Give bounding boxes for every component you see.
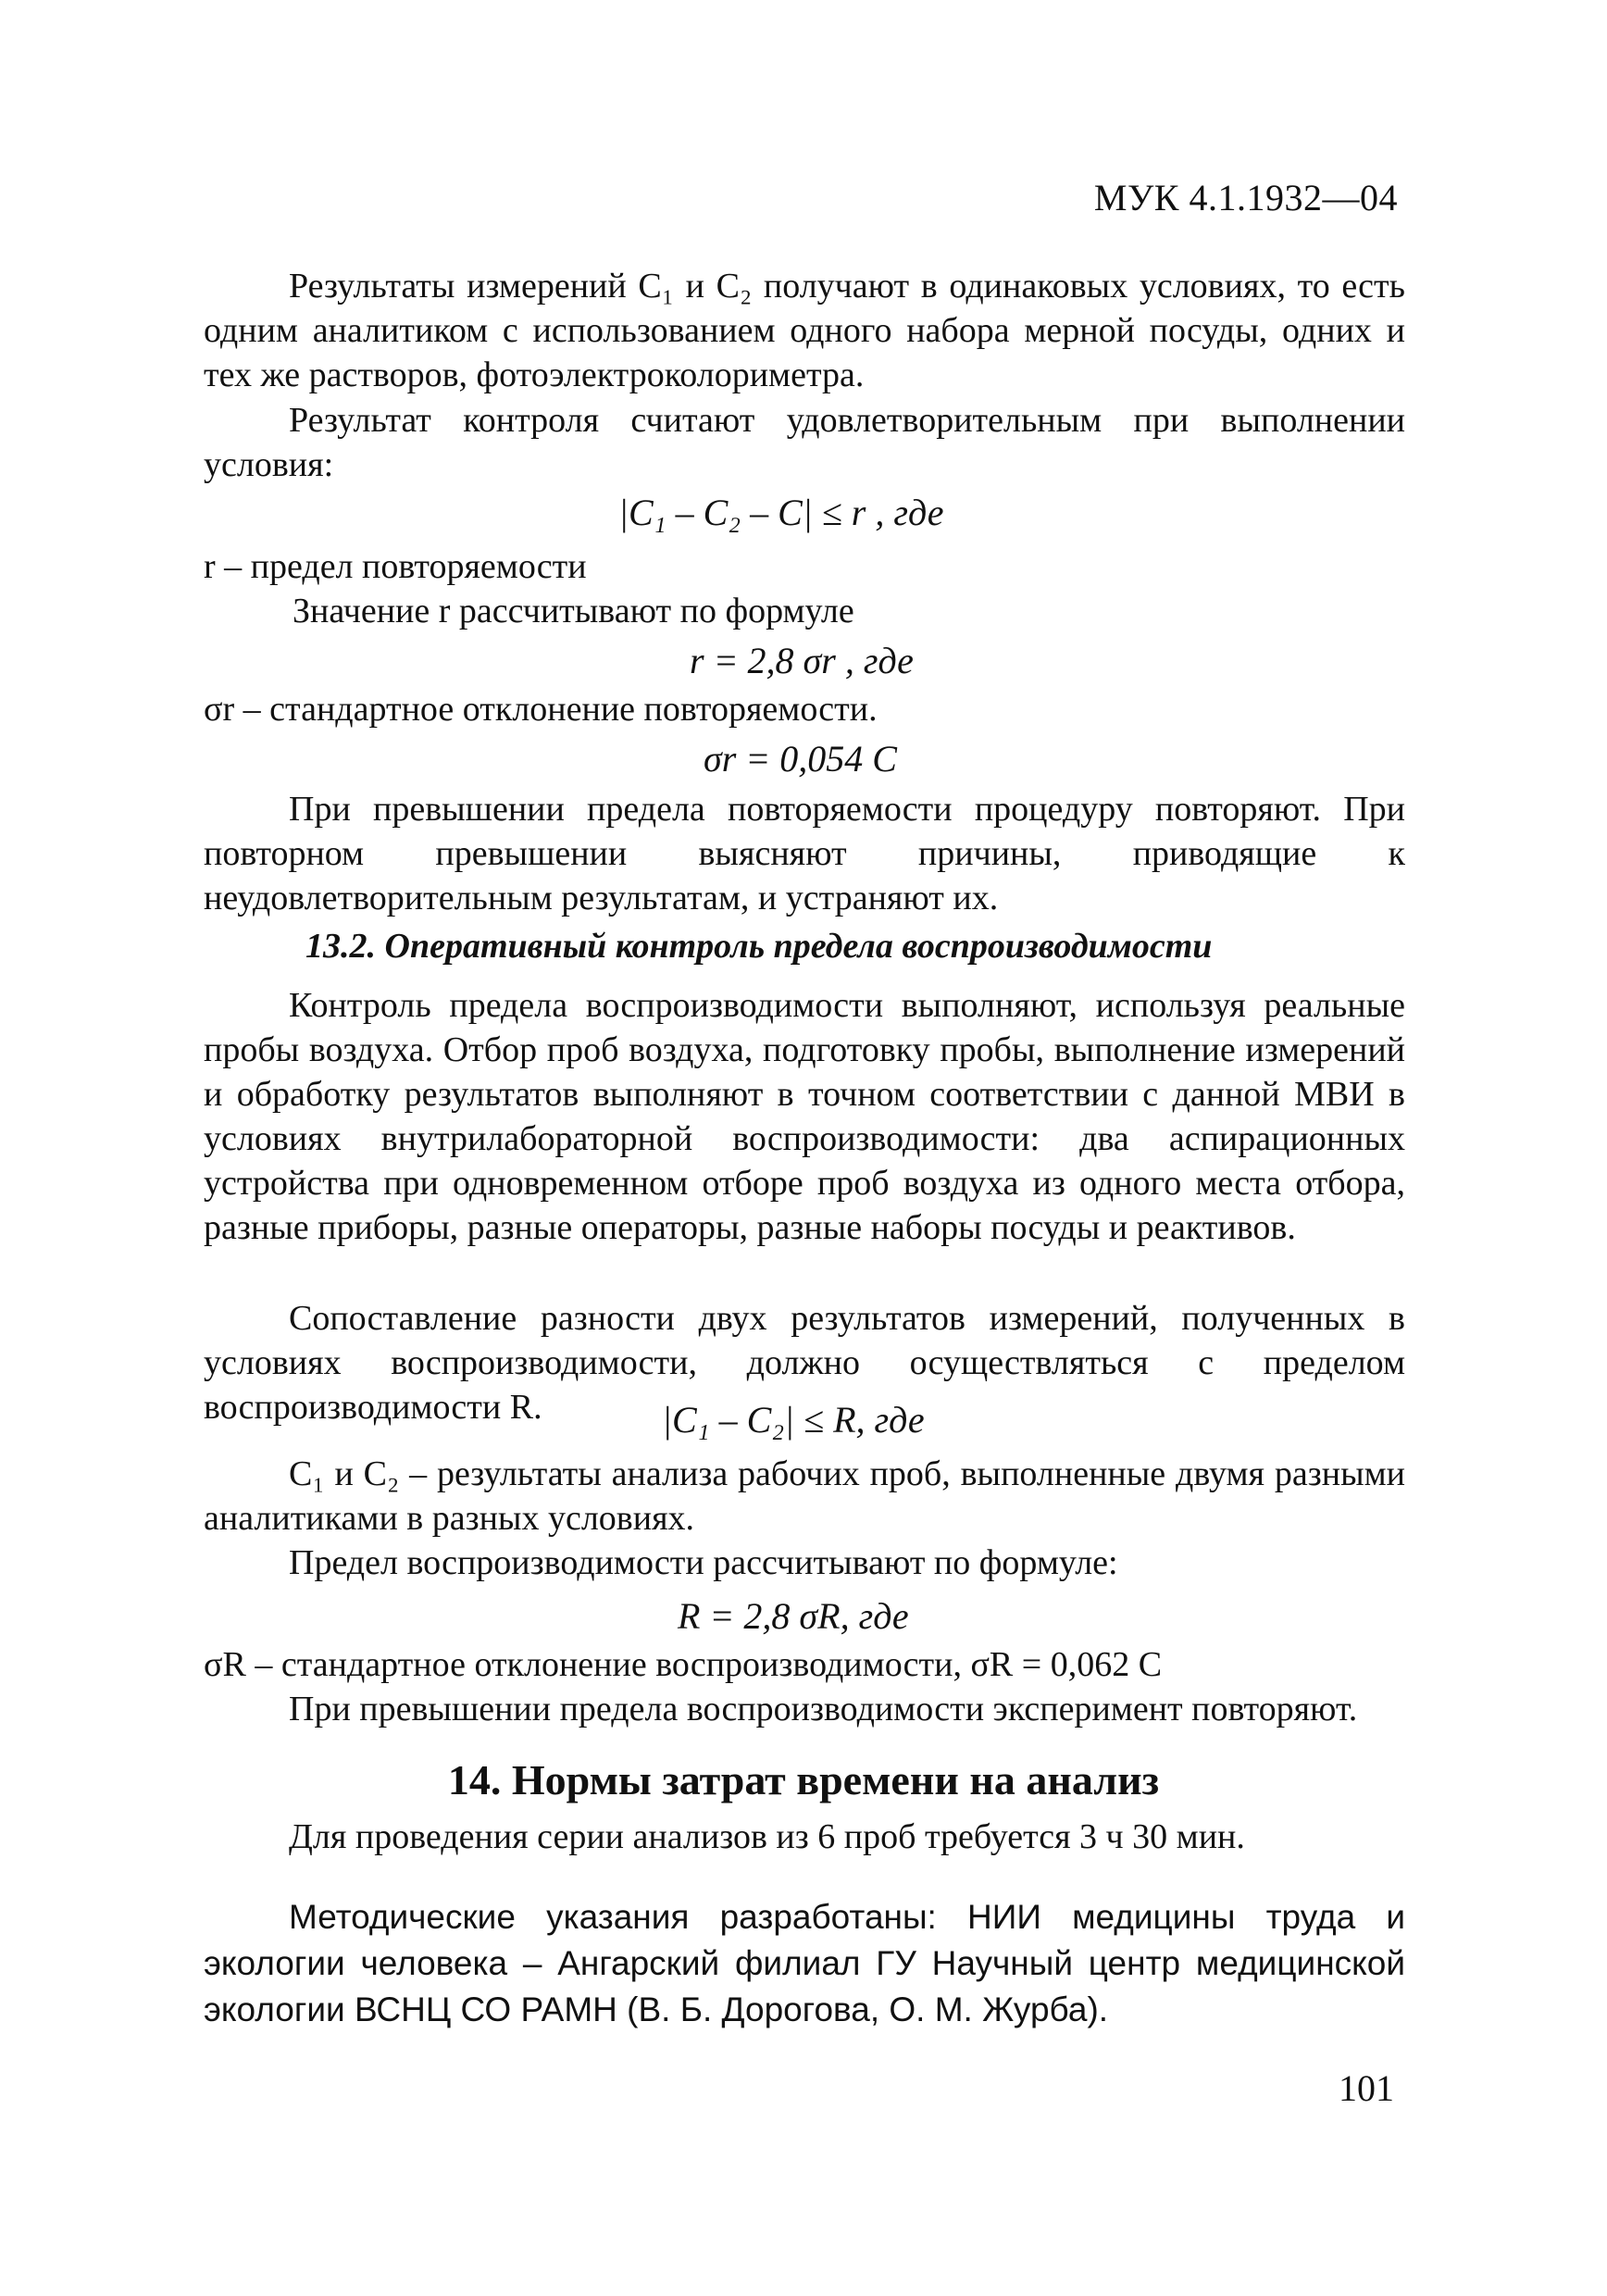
page-number: 101: [1339, 2067, 1394, 2109]
paragraph-authors: Методические указания разработаны: НИИ медицины труда и экологии человека – Ангарский филиал ГУ Научный центр медицинской экологии ВСНЦ СО РАМН (В. Б. Дорогова, О. М. Журба).: [204, 1898, 1405, 2028]
formula-R: R = 2,8 σR, где: [678, 1595, 909, 1637]
section-heading-14: 14. Нормы затрат времени на анализ: [447, 1756, 1160, 1803]
paragraph-reproducibility-exceeded: При превышении предела воспроизводимости эксперимент повторяют.: [289, 1690, 1358, 1728]
formula-sigma-r: σr = 0,054 C: [704, 738, 897, 780]
paragraph-R-formula-intro: Предел воспроизводимости рассчитывают по формуле:: [289, 1543, 1118, 1582]
paragraph-control-result: Результат контроля считают удовлетворительным при выполнении условия:: [204, 401, 1405, 484]
definition-r: r – предел повторяемости: [204, 547, 587, 586]
paragraph-r-formula-intro: Значение r рассчитывают по формуле: [293, 592, 854, 630]
document-code-header: МУК 4.1.1932—04: [1093, 177, 1398, 218]
paragraph-reproducibility-control: Контроль предела воспроизводимости выполняют, используя реальные пробы воздуха. Отбор проб воздуха, подготовку пробы, выполнение измерений и обработку результатов выполняют в точном соответствии с данной МВИ в условиях внутрилабораторной воспроизводимости: два аспирационных устройства при одновременном отборе проб воздуха из одного места отбора, разные приборы, разные операторы, разные наборы посуды и реактивов.: [204, 986, 1405, 1247]
definition-sigma-r: σr – стандартное отклонение повторяемости.: [204, 690, 878, 729]
section-heading-13-2: 13.2. Оперативный контроль предела воспроизводимости: [305, 927, 1213, 966]
paragraph-measurement-conditions: Результаты измерений C₁ и C₂ получают в одинаковых условиях, то есть одним аналитиком с использованием одного набора мерной посуды, одних и тех же растворов, фотоэлектроколориметра.: [204, 267, 1405, 394]
paragraph-repeatability-exceeded: При превышении предела повторяемости процедуру повторяют. При повторном превышении выясняют причины, приводящие к неудовлетворительным результатам, и устраняют их.: [204, 790, 1405, 917]
definition-sigma-R: σR – стандартное отклонение воспроизводимости, σR = 0,062 C: [204, 1645, 1163, 1684]
formula-r: r = 2,8 σr , где: [690, 640, 914, 681]
formula-reproducibility-check: |C₁ – C₂| ≤ R, где: [662, 1399, 925, 1441]
paragraph-comparison: Сопоставление разности двух результатов измерений, полученных в условиях воспроизводимости, должно осуществляться с пределом воспроизводимости R.: [204, 1299, 1405, 1427]
paragraph-time-norm: Для проведения серии анализов из 6 проб требуется 3 ч 30 мин.: [289, 1817, 1245, 1856]
formula-repeatability-check: |C₁ – C₂ – C| ≤ r , где: [618, 492, 944, 533]
paragraph-c1-c2-definition: C₁ и C₂ – результаты анализа рабочих проб, выполненные двумя разными аналитиками в разных условиях.: [204, 1454, 1405, 1538]
